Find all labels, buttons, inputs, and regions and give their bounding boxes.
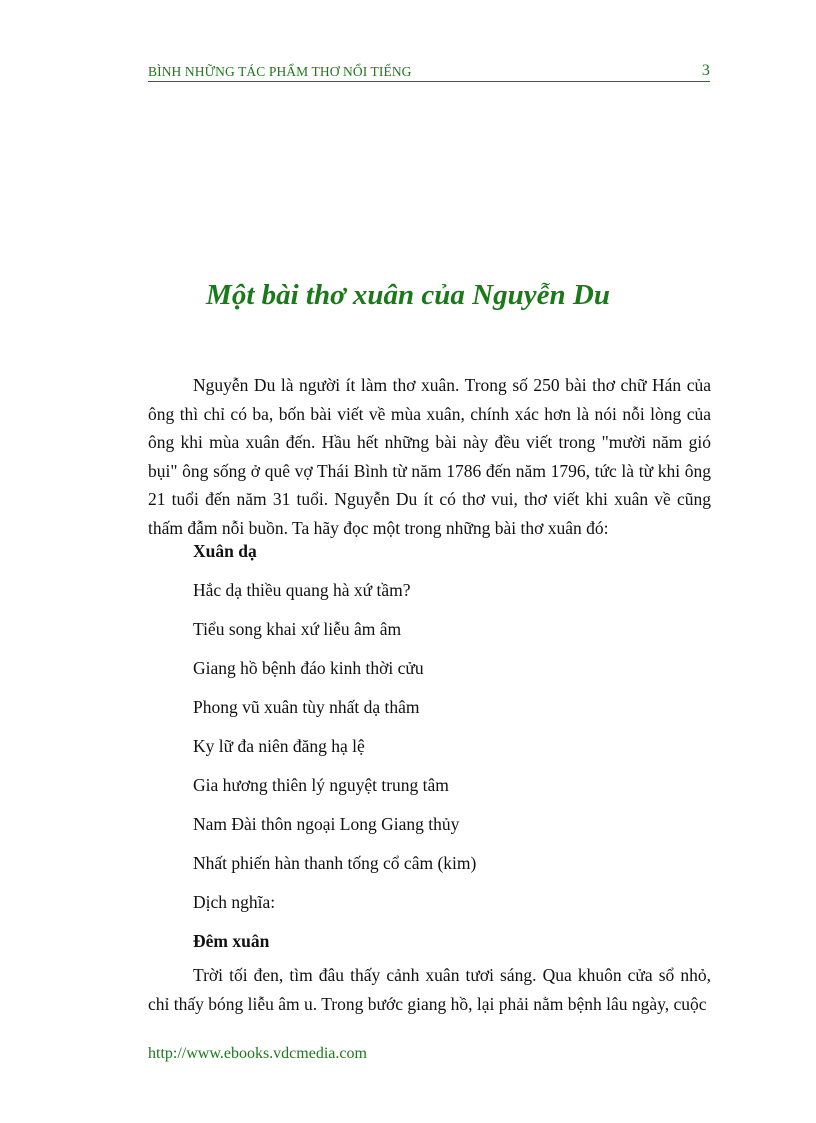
poem-line: Giang hồ bệnh đáo kinh thời cửu [193, 658, 424, 678]
intro-paragraph: Nguyễn Du là người ít làm thơ xuân. Trong số 250 bài thơ chữ Hán của ông thì chỉ có ba, bốn bài viết về mùa xuân, chính xác hơn là nói nỗi lòng của ông khi mùa xuân đến. Hầu hết những bài này đều viết trong "mười năm gió bụi" ông sống ở quê vợ Thái Bình từ năm 1786 đến năm 1796, tức là từ khi ông 21 tuổi đến năm 31 tuổi. Nguyễn Du ít có thơ vui, thơ viết khi xuân về cũng thấm đẫm nỗi buồn. Ta hãy đọc một trong những bài thơ xuân đó: [148, 375, 711, 538]
translation-paragraph: Trời tối đen, tìm đâu thấy cảnh xuân tươi sáng. Qua khuôn cửa sổ nhỏ, chỉ thấy bóng liễu âm u. Trong bước giang hồ, lại phải nằm bệnh lâu ngày, cuộc [148, 965, 711, 1014]
poem-line: Phong vũ xuân tùy nhất dạ thâm [193, 697, 420, 717]
poem-line: Tiểu song khai xứ liễu âm âm [193, 619, 402, 639]
chapter-title: Một bài thơ xuân của Nguyễn Du [206, 279, 610, 311]
translation-title: Đêm xuân [193, 931, 270, 951]
poem-line: Hắc dạ thiều quang hà xứ tầm? [193, 580, 411, 600]
page-header [148, 63, 710, 82]
footer-link[interactable]: http://www.ebooks.vdcmedia.com [148, 1045, 367, 1062]
intro-section [148, 371, 711, 542]
poem-line: Ky lữ đa niên đăng hạ lệ [193, 736, 365, 756]
poem-line: Nam Đài thôn ngoại Long Giang thủy [193, 814, 460, 834]
header-title: BÌNH NHỮNG TÁC PHẨM THƠ NỔI TIẾNG [148, 64, 412, 79]
poem-line: Nhất phiến hàn thanh tống cổ câm (kim) [193, 853, 477, 873]
page-number: 3 [701, 62, 710, 79]
poem-line: Gia hương thiên lý nguyệt trung tâm [193, 775, 449, 795]
poem-title: Xuân dạ [193, 541, 257, 561]
translation-label: Dịch nghĩa: [193, 892, 276, 912]
